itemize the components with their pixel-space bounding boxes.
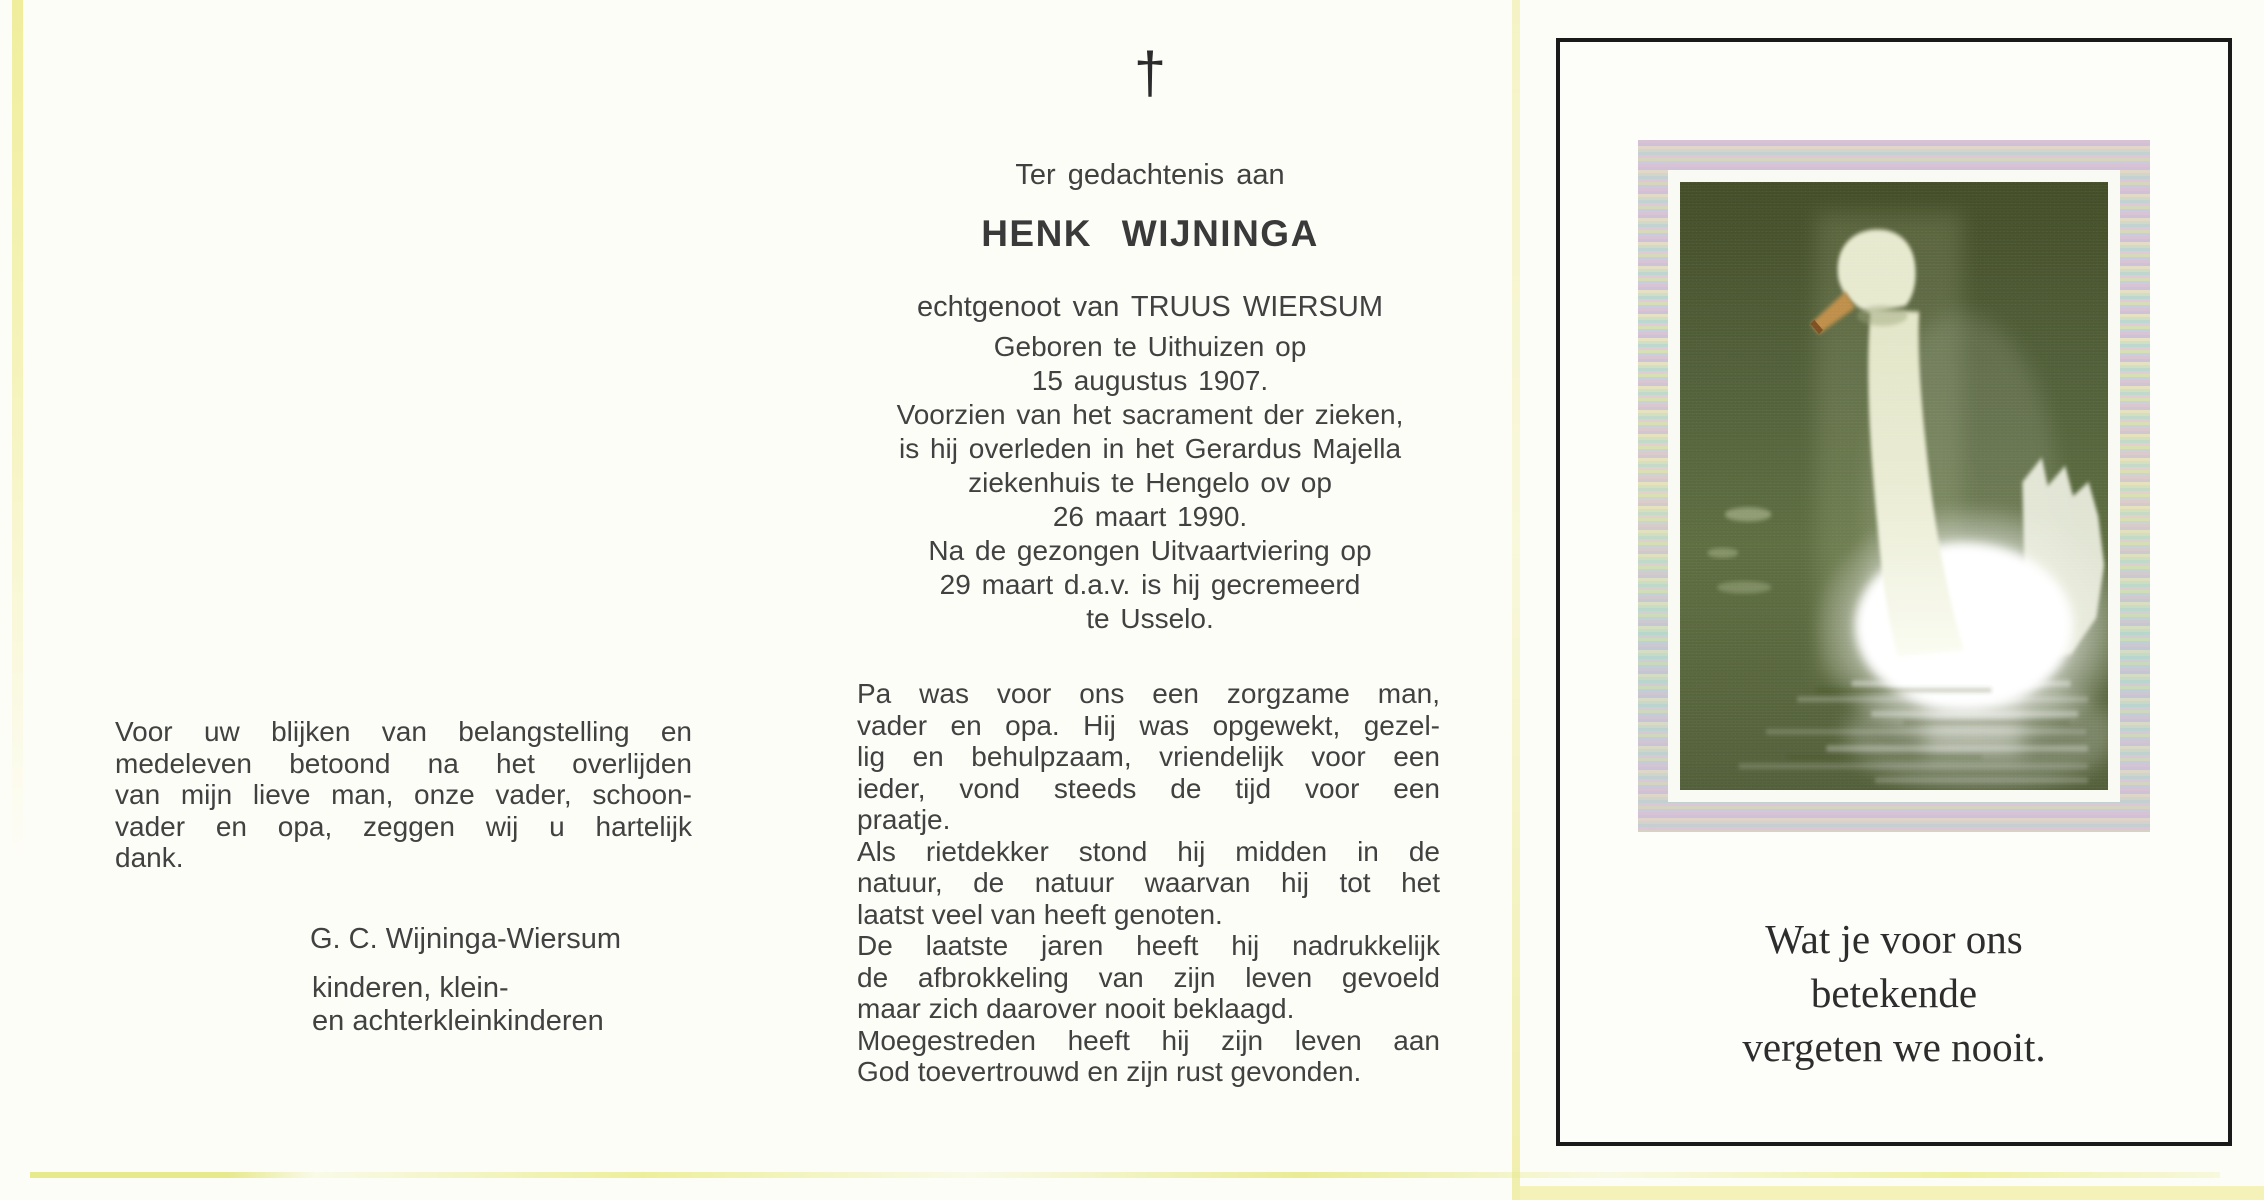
spouse-line: echtgenoot van TRUUS WIERSUM (917, 291, 1383, 323)
text-line: ziekenhuis te Hengelo ov op (968, 467, 1332, 498)
signature-family-lines (312, 972, 732, 1038)
photo-pastel-frame (1638, 140, 2150, 832)
text-line: 29 maart d.a.v. is hij gecremeerd (939, 569, 1361, 600)
text-line: de afbrokkeling van zijn leven gevoeld (857, 961, 1440, 993)
text-line: Wat je voor ons (1765, 916, 2023, 962)
cross-symbol: † (1133, 41, 1167, 106)
text-line: 15 augustus 1907. (1031, 365, 1269, 396)
text-line: laatst veel van heeft genoten. (857, 898, 1223, 930)
text-line: dank. (115, 842, 184, 873)
text-line: Na de gezongen Uitvaartviering op (928, 535, 1372, 566)
text-line: is hij overleden in het Gerardus Majella (898, 433, 1402, 464)
text-line: Pa was voor ons een zorgzame man, (857, 678, 1440, 709)
card-bottom-edge-yellow (30, 1172, 2220, 1178)
scan-edge-bottom-right-yellow (1520, 1186, 2264, 1200)
life-dates-block (830, 330, 1470, 636)
thanks-text-block (115, 716, 692, 874)
text-line: te Usselo. (1086, 603, 1214, 634)
text-line: en achterkleinkinderen (312, 1005, 604, 1037)
text-line: 26 maart 1990. (1052, 501, 1248, 532)
swan-photo-art (1680, 182, 2108, 790)
text-line: maar zich daarover nooit beklaagd. (857, 993, 1295, 1024)
text-line: De laatste jaren heeft hij nadrukkelijk (857, 930, 1440, 961)
memorial-intro: Ter gedachtenis aan (1015, 159, 1285, 191)
text-line: vader en opa. Hij was opgewekt, gezel- (857, 709, 1440, 741)
memory-text-block (857, 678, 1440, 1088)
text-line: lig en behulpzaam, vriendelijk voor een (857, 741, 1440, 772)
text-line: Geboren te Uithuizen op (993, 331, 1307, 362)
scan-edge-left-yellow (12, 0, 23, 1200)
text-line: kinderen, klein- (312, 972, 509, 1004)
text-line: medeleven betoond na het overlijden (115, 747, 692, 779)
text-line: natuur, de natuur waarvan hij tot het (857, 867, 1440, 898)
swan-photo (1680, 182, 2108, 790)
text-line: praatje. (857, 804, 951, 835)
signature-name: G. C. Wijninga-Wiersum (310, 923, 621, 955)
text-line: Moegestreden heeft hij zijn leven aan (857, 1024, 1440, 1056)
text-line: vader en opa, zeggen wij u hartelijk (115, 810, 692, 842)
text-line: Als rietdekker stond hij midden in de (857, 835, 1440, 867)
photo-white-mat (1668, 170, 2120, 802)
text-line: God toevertrouwd en zijn rust gevonden. (857, 1056, 1362, 1087)
remembrance-quote (1556, 912, 2232, 1074)
text-line: ieder, vond steeds de tijd voor een (857, 772, 1440, 804)
deceased-name: HENK WIJNINGA (981, 213, 1319, 254)
text-line: betekende (1810, 970, 1978, 1016)
text-line: Voorzien van het sacrament der zieken, (896, 399, 1404, 430)
text-line: van mijn lieve man, onze vader, schoon- (115, 779, 692, 810)
text-line: vergeten we nooit. (1742, 1024, 2046, 1070)
card-fold-line (1512, 0, 1520, 1200)
text-line: Voor uw blijken van belangstelling en (115, 716, 692, 747)
